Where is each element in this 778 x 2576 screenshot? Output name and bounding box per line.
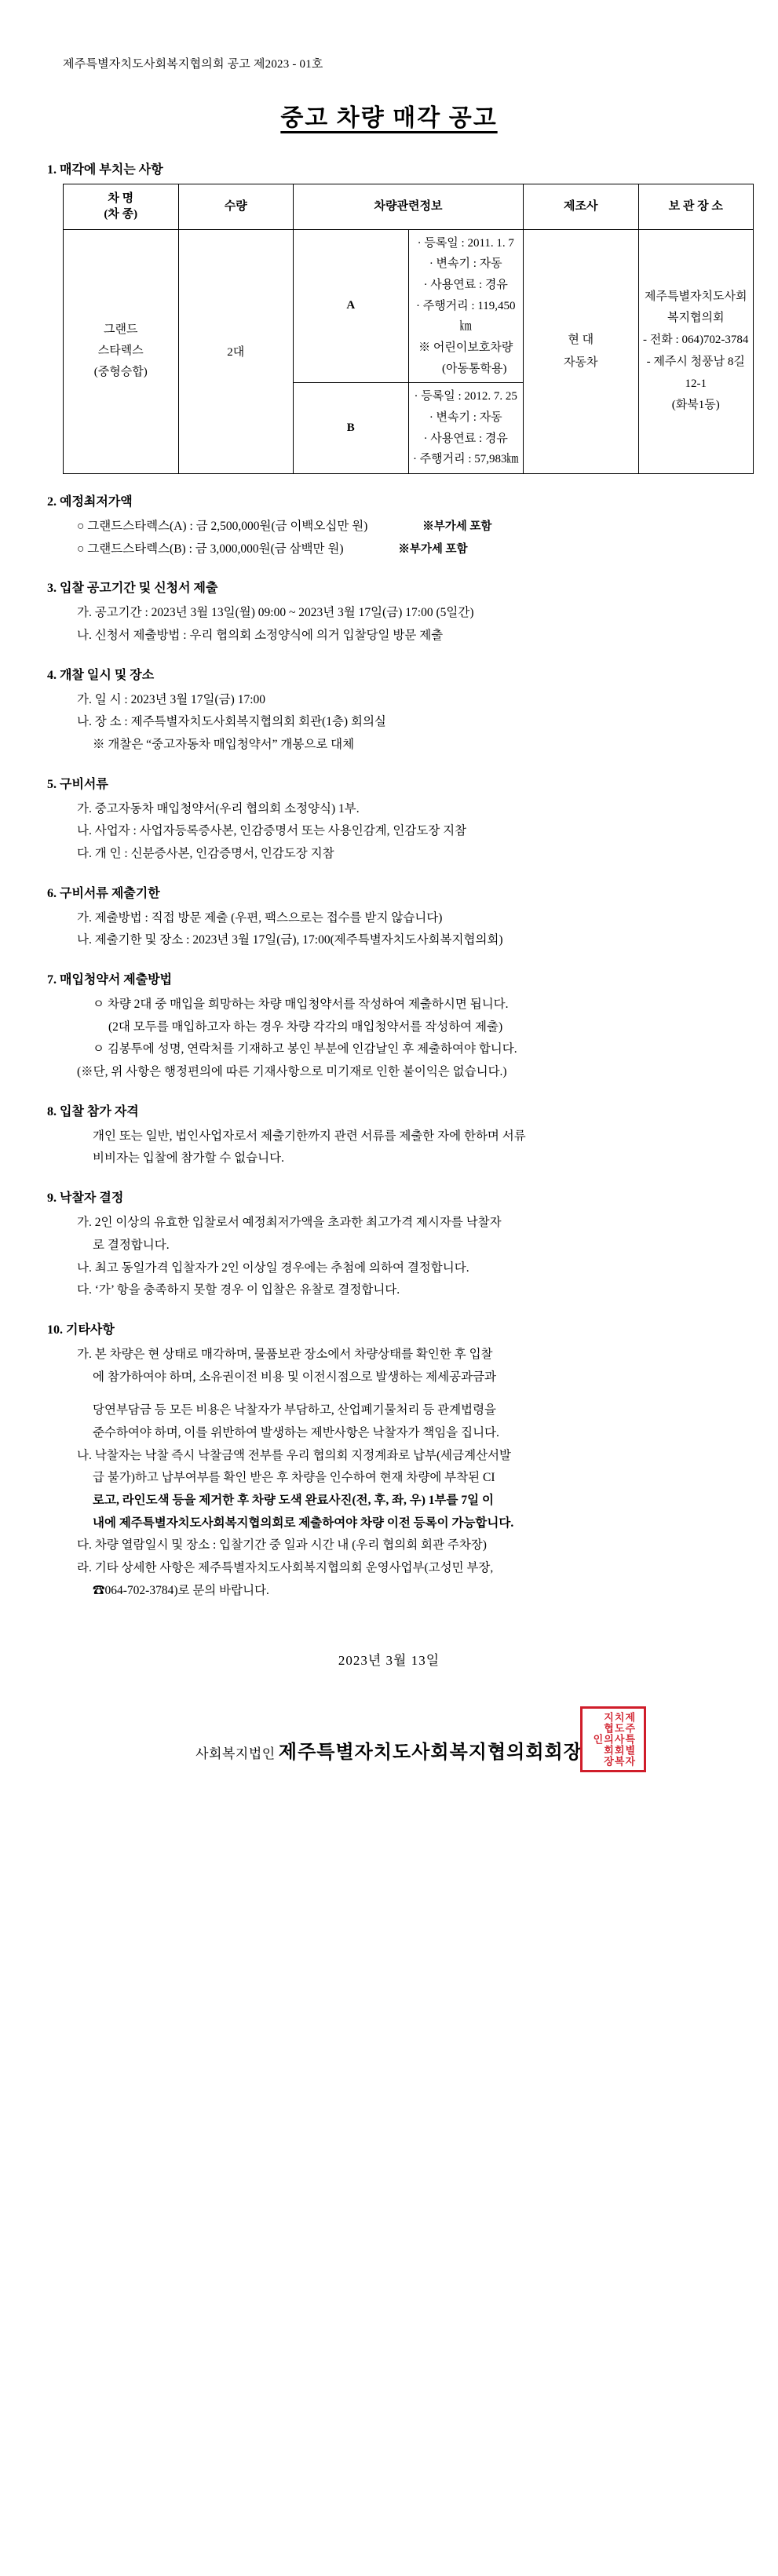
th-quantity: 수량 bbox=[178, 184, 294, 230]
section-2 bbox=[47, 491, 731, 560]
section-7-heading: 7. 매입청약서 제출방법 bbox=[47, 973, 173, 987]
section-2-item bbox=[77, 538, 731, 561]
section-3-item: 나. 신청서 제출방법 : 우리 협의회 소정양식에 의거 입찰당일 방문 제출 bbox=[77, 629, 444, 643]
section-3-heading: 3. 입찰 공고기간 및 신청서 제출 bbox=[47, 582, 218, 596]
section-4-note: ※ 개찰은 “중고자동차 매입청약서” 개봉으로 대체 bbox=[93, 738, 355, 752]
page-title-text: 중고 차량 매각 공고 bbox=[280, 105, 498, 131]
org-suffix: 회장 bbox=[544, 1742, 583, 1764]
section-10-item: 다. 차량 열람일시 및 장소 : 입찰기간 중 일과 시간 내 (우리 협의회 회관 주차장) bbox=[77, 1538, 487, 1553]
cell-maker: 현 대 자동차 bbox=[524, 229, 639, 474]
cell-vehicle-name: 그랜드 스타렉스 (중형승합) bbox=[64, 229, 179, 474]
section-5 bbox=[47, 774, 731, 866]
table-header-row bbox=[64, 184, 754, 230]
section-9-item: 나. 최고 동일가격 입찰자가 2인 이상일 경우에는 추첨에 의하여 결정합니다. bbox=[77, 1261, 469, 1275]
section-10-item: 가. 본 차량은 현 상태로 매각하며, 물품보관 장소에서 차량상태를 확인한 후 입찰 bbox=[77, 1347, 493, 1361]
section-2-item bbox=[77, 516, 731, 538]
table-row bbox=[64, 229, 754, 383]
section-7 bbox=[47, 969, 731, 1084]
section-7-item: ㅇ 차량 2대 중 매입을 희망하는 차량 매입청약서를 작성하여 제출하시면 됩니다. bbox=[93, 998, 509, 1012]
th-storage-place: 보 관 장 소 bbox=[638, 184, 754, 230]
section-10-item: 에 참가하여야 하며, 소유권이전 비용 및 이전시점으로 발생하는 제세공과금과 bbox=[93, 1370, 497, 1384]
section-8-heading: 8. 입찰 참가 자격 bbox=[47, 1104, 139, 1118]
section-10-item bbox=[93, 1467, 731, 1490]
section-1 bbox=[47, 159, 749, 474]
section-10-item: 내에 제주특별자치도사회복지협의회로 제출하여야 차량 이전 등록이 가능합니다. bbox=[93, 1516, 514, 1530]
text-plain: 급 불가)하고 납부여부를 확인 받은 후 차량을 인수하여 현재 차량에 부착된 CI bbox=[93, 1471, 495, 1485]
section-6-item: 나. 제출기한 및 장소 : 2023년 3월 17일(금), 17:00(제주특별자치도사회복지협의회) bbox=[77, 933, 503, 947]
section-5-item: 나. 사업자 : 사업자등록증사본, 인감증명서 또는 사용인감계, 인감도장 지참 bbox=[77, 824, 467, 838]
cell-vehicle-info-a: · 등록일 : 2011. 1. 7 · 변속기 : 자동 · 사용연료 : 경유 · 주행거리 : 119,450㎞ ※ 어린이보호차량 (아동통학용) bbox=[408, 229, 524, 383]
section-4 bbox=[47, 665, 731, 757]
section-5-heading: 5. 구비서류 bbox=[47, 777, 108, 791]
section-7-item: ㅇ 김봉투에 성명, 연락처를 기재하고 봉인 부분에 인감날인 후 제출하여야 합니다. bbox=[93, 1042, 517, 1056]
section-10-item: ☎064-702-3784)로 문의 바랍니다. bbox=[93, 1583, 269, 1597]
section-10-item: 당연부담금 등 모든 비용은 낙찰자가 부담하고, 산업폐기물처리 등 관계법령을 bbox=[93, 1403, 497, 1418]
section-1-heading: 1. 매각에 부치는 사항 bbox=[47, 163, 163, 177]
vat-note-a: ※부가세 포함 bbox=[422, 520, 492, 534]
cell-storage-place: 제주특별자치도사회복지협의회 - 전화 : 064)702-3784 - 제주시 청풍남 8길 12-1 (화북1동) bbox=[638, 229, 754, 474]
section-10-item: 라. 기타 상세한 사항은 제주특별자치도사회복지협의회 운영사업부(고성민 부장, bbox=[77, 1560, 494, 1574]
section-4-heading: 4. 개찰 일시 및 장소 bbox=[47, 668, 155, 682]
section-10-item: 준수하여야 하며, 이를 위반하여 발생하는 제반사항은 낙찰자가 책임을 집니다. bbox=[93, 1425, 499, 1439]
section-9-item: 로 결정합니다. bbox=[93, 1238, 170, 1252]
section-9-item: 가. 2인 이상의 유효한 입찰로서 예정최저가액을 초과한 최고가격 제시자를 낙찰자 bbox=[77, 1216, 502, 1230]
section-8-item: 개인 또는 일반, 법인사업자로서 제출기한까지 관련 서류를 제출한 자에 한하며 서류 bbox=[93, 1129, 526, 1143]
cell-vehicle-info-b: · 등록일 : 2012. 7. 25 · 변속기 : 자동 · 사용연료 : 경유 · 주행거리 : 57,983㎞ bbox=[408, 383, 524, 474]
issue-date: 2023년 3월 13일 bbox=[338, 1653, 440, 1669]
section-6-item: 가. 제출방법 : 직접 방문 제출 (우편, 팩스으로는 접수를 받지 않습니다) bbox=[77, 910, 443, 925]
issuing-organization bbox=[47, 1712, 731, 1768]
section-9 bbox=[47, 1188, 731, 1302]
th-vehicle-info: 차량관련정보 bbox=[294, 184, 524, 230]
section-8 bbox=[47, 1101, 731, 1170]
section-2-heading: 2. 예정최저가액 bbox=[47, 495, 133, 509]
price-line-a: ○ 그랜드스타렉스(A) : 금 2,500,000원(금 이백오십만 원) bbox=[77, 520, 368, 534]
section-6 bbox=[47, 883, 731, 952]
section-4-item: 나. 장 소 : 제주특별자치도사회복지협의회 회관(1층) 회의실 bbox=[77, 715, 386, 729]
vehicle-table bbox=[63, 184, 754, 474]
section-10-item: 나. 낙찰자는 낙찰 즉시 낙찰금액 전부를 우리 협의회 지정계좌로 납부(세금계산서발 bbox=[77, 1448, 511, 1462]
seal-text: 제주특별자치도사회복지협의회장인 bbox=[591, 1712, 636, 1768]
section-9-item: 다. ‘가’ 항을 충족하지 못할 경우 이 입찰은 유찰로 결정합니다. bbox=[77, 1283, 400, 1297]
cell-quantity: 2대 bbox=[178, 229, 294, 474]
section-7-item: (2대 모두를 매입하고자 하는 경우 차량 각각의 매입청약서를 작성하여 제출) bbox=[108, 1020, 503, 1034]
page-title bbox=[47, 98, 731, 133]
th-maker: 제조사 bbox=[524, 184, 639, 230]
section-3 bbox=[47, 578, 731, 647]
org-prefix: 사회복지법인 bbox=[195, 1746, 276, 1762]
section-10-item: 로고, 라인도색 등을 제거한 후 차량 도색 완료사진(전, 후, 좌, 우) 1부를 7일 이 bbox=[93, 1493, 494, 1507]
section-5-item: 다. 개 인 : 신분증사본, 인감증명서, 인감도장 지참 bbox=[77, 847, 334, 861]
cell-row-letter-a: A bbox=[294, 229, 409, 383]
section-5-item: 가. 중고자동차 매입청약서(우리 협의회 소정양식) 1부. bbox=[77, 801, 360, 815]
org-name: 제주특별자치도사회복지협의회 bbox=[278, 1742, 545, 1764]
section-10-heading: 10. 기타사항 bbox=[47, 1323, 115, 1337]
section-7-item: (※단, 위 사항은 행정편의에 따른 기재사항으로 미기재로 인한 불이익은 없습니다.) bbox=[77, 1065, 507, 1079]
cell-row-letter-b: B bbox=[294, 383, 409, 474]
section-8-item: 비비자는 입찰에 참가할 수 없습니다. bbox=[93, 1151, 284, 1166]
document-number: 제주특별자치도사회복지협의회 공고 제2023 - 01호 bbox=[63, 58, 323, 71]
section-3-item: 가. 공고기간 : 2023년 3월 13일(월) 09:00 ~ 2023년 3월 17일(금) 17:00 (5일간) bbox=[77, 606, 474, 620]
section-10 bbox=[47, 1319, 731, 1602]
section-9-heading: 9. 낙찰자 결정 bbox=[47, 1191, 124, 1206]
th-vehicle-name: 차 명 (차 종) bbox=[64, 184, 179, 230]
vat-note-b: ※부가세 포함 bbox=[398, 542, 468, 556]
section-4-item: 가. 일 시 : 2023년 3월 17일(금) 17:00 bbox=[77, 692, 265, 706]
official-seal-stamp bbox=[580, 1706, 646, 1772]
section-6-heading: 6. 구비서류 제출기한 bbox=[47, 886, 160, 900]
price-line-b: ○ 그랜드스타렉스(B) : 금 3,000,000원(금 삼백만 원) bbox=[77, 542, 344, 556]
